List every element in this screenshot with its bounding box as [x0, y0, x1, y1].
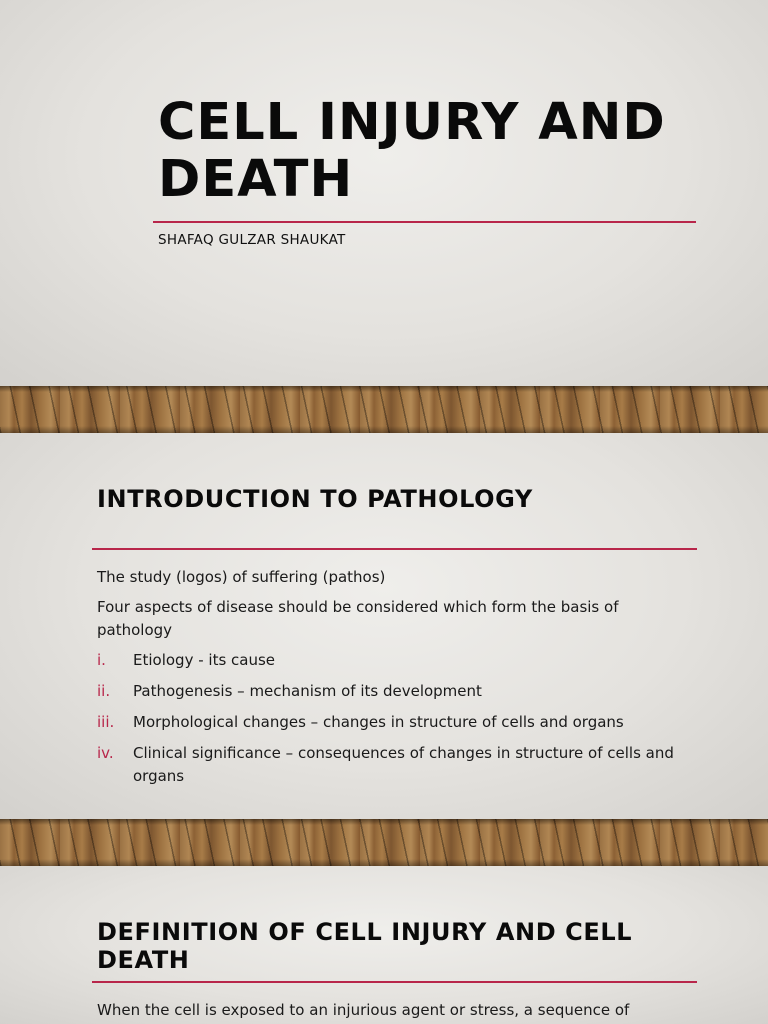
slide-body [97, 566, 687, 796]
slide-heading: DEFINITION OF CELL INJURY AND CELL DEATH [97, 918, 633, 974]
slide-definition [0, 866, 768, 1024]
list-item-text: Morphological changes – changes in structure of cells and organs [133, 713, 624, 731]
body-paragraph: When the cell is exposed to an injurious agent or stress, a sequence of [97, 1001, 630, 1019]
list-item [97, 649, 687, 672]
body-paragraph: The study (logos) of suffering (pathos) [97, 568, 386, 586]
body-paragraph: Four aspects of disease should be considered which form the basis of pathology [97, 598, 619, 639]
slide-subtitle-author: SHAFAQ GULZAR SHAUKAT [158, 232, 346, 248]
slide-introduction [0, 433, 768, 819]
slide-title [0, 0, 768, 386]
wood-floor-divider [0, 386, 768, 433]
slide-heading: INTRODUCTION TO PATHOLOGY [97, 485, 533, 513]
list-item [97, 711, 687, 734]
list-item-marker: iii. [97, 713, 115, 731]
wood-floor-divider [0, 819, 768, 866]
list-item [97, 742, 687, 788]
list-item-marker: ii. [97, 682, 111, 700]
heading-divider [92, 981, 697, 983]
list-item-marker: i. [97, 651, 106, 669]
list-item-text: Clinical significance – consequences of changes in structure of cells and organs [133, 744, 674, 785]
list-item [97, 680, 687, 703]
list-item-marker: iv. [97, 744, 114, 762]
title-divider [153, 221, 696, 223]
list-item-text: Etiology - its cause [133, 651, 276, 669]
list-item-text: Pathogenesis – mechanism of its development [133, 682, 482, 700]
slide-title-heading: CELL INJURY AND DEATH [158, 93, 666, 209]
heading-divider [92, 548, 697, 550]
aspects-list [97, 649, 687, 788]
